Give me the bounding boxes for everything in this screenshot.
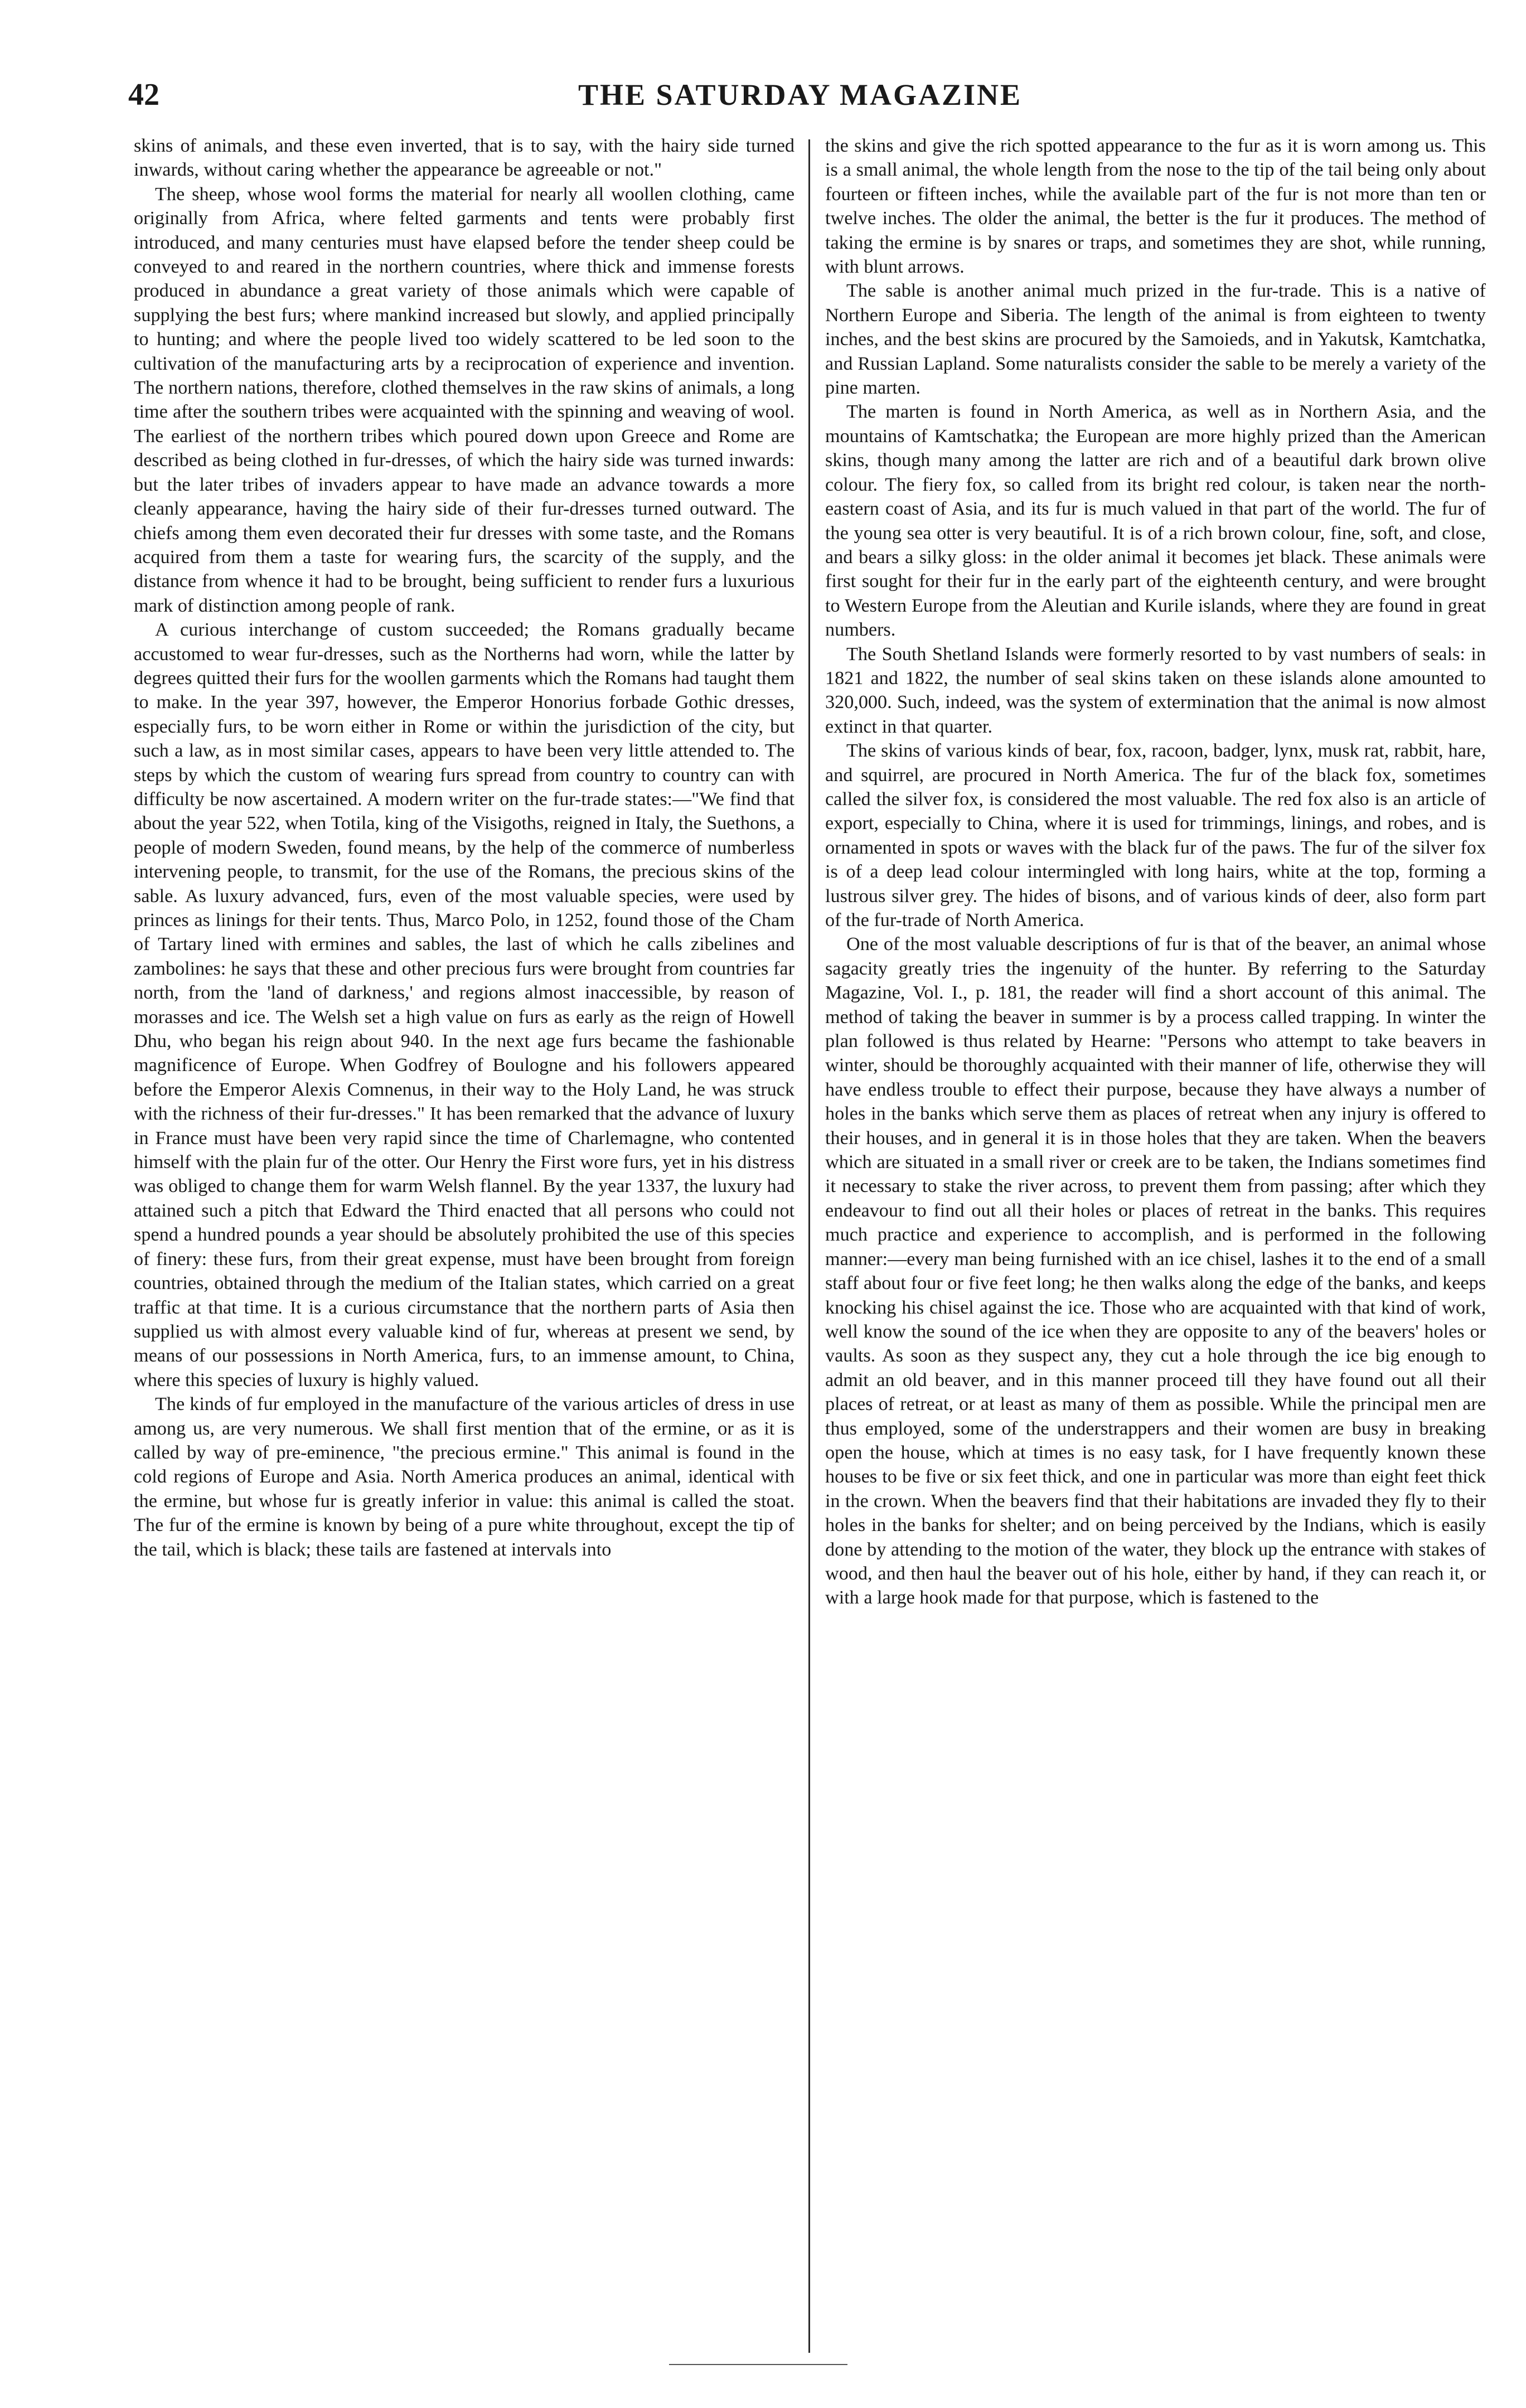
left-column — [134, 134, 795, 2358]
column-divider — [808, 139, 810, 2353]
paragraph: The sable is another animal much prized in the fur-trade. This is a native of Northern Europe and Siberia. The length of the animal is from eighteen to twenty inches, and the best skins are procured by the Samoieds, and in Yakutsk, Kamtchatka, and Russian Lapland. Some naturalists consider the sable to be merely a variety of the pine marten. — [825, 280, 1486, 399]
right-column — [825, 134, 1486, 2358]
running-title: THE SATURDAY MAGAZINE — [578, 78, 1023, 112]
paragraph: The skins of various kinds of bear, fox, racoon, badger, lynx, musk rat, rabbit, hare, and squirrel, are procured in North America. The fur of the black fox, sometimes called the silver fox, is considered the most valuable. The red fox also is an article of export, especially to China, where it is used for trimmings, linings, and robes, and is ornamented in spots or waves with the black fur of the paws. The fur of the silver fox is of a deep lead colour intermingled with long hairs, white at the top, forming a lustrous silver grey. The hides of bisons, and of various kinds of deer, also form part of the fur-trade of North America. — [825, 740, 1486, 931]
paragraph: The marten is found in North America, as well as in Northern Asia, and the mountains of Kamtschatka; the European are more highly prized than the American skins, though many among the latter are rich and of a beautiful dark brown olive colour. The fiery fox, so called from its bright red colour, is taken near the north-eastern coast of Asia, and its fur is much valued in that part of the world. The fur of the young sea otter is very beautiful. It is of a rich brown colour, fine, soft, and close, and bears a silky gloss: in the older animal it becomes jet black. These animals were first sought for their fur in the early part of the eighteenth century, and were brought to Western Europe from the Aleutian and Kurile islands, where they are found in great numbers. — [825, 401, 1486, 641]
paragraph: The sheep, whose wool forms the material for nearly all woollen clothing, came originally from Africa, where felted garments and tents were probably first introduced, and many centuries must have elapsed before the tender sheep could be conveyed to and reared in the northern countries, where thick and immense forests produced in abundance a great variety of those animals which were capable of supplying the best furs; where mankind increased but slowly, and applied principally to hunting; and where the people lived too widely scattered to be led soon to the cultivation of the manufacturing arts by a reciprocation of experience and invention. The northern nations, therefore, clothed themselves in the raw skins of animals, a long time after the southern tribes were acquainted with the spinning and weaving of wool. The earliest of the northern tribes which poured down upon Greece and Rome are described as being clothed in fur-dresses, of which the hairy side was turned inwards: but the later tribes of invaders appear to have made an advance towards a more cleanly appearance, having the hairy side of their fur-dresses turned outward. The chiefs among them even decorated their fur dresses with some taste, and the Romans acquired from them a taste for wearing furs, the scarcity of the supply, and the distance from whence it had to be brought, being sufficient to render furs a luxurious mark of distinction among people of rank. — [134, 183, 795, 616]
paragraph: the skins and give the rich spotted appearance to the fur as it is worn among us. This is a small animal, the whole length from the nose to the tip of the tail being only about fourteen or fifteen inches, while the available part of the fur is not more than ten or twelve inches. The older the animal, the better is the fur it produces. The method of taking the ermine is by snares or traps, and sometimes they are shot, while running, with blunt arrows. — [825, 135, 1486, 278]
paragraph: The South Shetland Islands were formerly resorted to by vast numbers of seals: in 1821 and 1822, the number of seal skins taken on these islands alone amounted to 320,000. Such, indeed, was the system of extermination that the animal is now almost extinct in that quarter. — [825, 643, 1486, 737]
paragraph: A curious interchange of custom succeeded; the Romans gradually became accustomed to wear fur-dresses, such as the Northerns had worn, while the latter by degrees quitted their furs for the woollen garments which the Romans had taught them to make. In the year 397, however, the Emperor Honorius forbade Gothic dresses, especially furs, to be worn either in Rome or within the jurisdiction of the city, but such a law, as in most similar cases, appears to have been very little attended to. The steps by which the custom of wearing furs spread from country to country can with difficulty be now ascertained. A modern writer on the fur-trade states:—"We find that about the year 522, when Totila, king of the Visigoths, reigned in Italy, the Suethons, a people of modern Sweden, found means, by the help of the commerce of numberless intervening people, to transmit, for the use of the Romans, the precious skins of the sable. As luxury advanced, furs, even of the most valuable species, were used by princes as linings for their tents. Thus, Marco Polo, in 1252, found those of the Cham of Tartary lined with ermines and sables, the last of which he calls zibelines and zambolines: he says that these and other precious furs were brought from countries far north, from the 'land of darkness,' and regions almost inaccessible, by reason of morasses and ice. The Welsh set a high value on furs as early as the reign of Howell Dhu, who began his reign about 940. In the next age furs became the fashionable magnificence of Europe. When Godfrey of Boulogne and his followers appeared before the Emperor Alexis Comnenus, in their way to the Holy Land, he was struck with the richness of their fur-dresses." It has been remarked that the advance of luxury in France must have been very rapid since the time of Charlemagne, who contented himself with the plain fur of the otter. Our Henry the First wore furs, yet in his distress was obliged to change them for warm Welsh flannel. By the year 1337, the luxury had attained such a pitch that Edward the Third enacted that all persons who could not spend a hundred pounds a year should be absolutely prohibited the use of this species of finery: these furs, from their great expense, must have been brought from foreign countries, obtained through the medium of the Italian states, which carried on a great traffic at that time. It is a curious circumstance that the northern parts of Asia then supplied us with almost every valuable kind of fur, whereas at present we send, by means of our possessions in North America, furs, to an immense amount, to China, where this species of luxury is highly valued. — [134, 619, 795, 1390]
paragraph: The kinds of fur employed in the manufacture of the various articles of dress in use among us, are very numerous. We shall first mention that of the ermine, or as it is called by way of pre-eminence, "the precious ermine." This animal is found in the cold regions of Europe and Asia. North America produces an animal, identical with the ermine, but whose fur is greatly inferior in value: this animal is called the stoat. The fur of the ermine is known by being of a pure white throughout, except the tip of the tail, which is black; these tails are fastened at intervals into — [134, 1394, 795, 1560]
paragraph: One of the most valuable descriptions of fur is that of the beaver, an animal whose sagacity greatly tries the ingenuity of the hunter. By referring to the Saturday Magazine, Vol. I., p. 181, the reader will find a short account of this animal. The method of taking the beaver in summer is by a process called trapping. In winter the plan followed is thus related by Hearne: "Persons who attempt to take beavers in winter, should be thoroughly acquainted with their manner of life, otherwise they will have endless trouble to effect their purpose, because they have always a number of holes in the banks which serve them as places of retreat when any injury is offered to their houses, and in general it is in those holes that they are taken. When the beavers which are situated in a small river or creek are to be taken, the Indians sometimes find it necessary to stake the river across, to prevent them from passing; after which they endeavour to find out all their holes or places of retreat in the banks. This requires much practice and experience to accomplish, and is performed in the following manner:—every man being furnished with an ice chisel, lashes it to the end of a small staff about four or five feet long; he then walks along the edge of the banks, and keeps knocking his chisel against the ice. Those who are acquainted with that kind of work, well know the sound of the ice when they are opposite to any of the beavers' holes or vaults. As soon as they suspect any, they cut a hole through the ice big enough to admit an old beaver, and in this manner proceed till they have found out all their places of retreat, or at least as many of them as possible. While the principal men are thus employed, some of the understrappers and their women are busy in breaking open the house, which at times is no easy task, for I have frequently known these houses to be five or six feet thick, and one in particular was more than eight feet thick in the crown. When the beavers find that their habitations are invaded they fly to their holes in the banks for shelter; and on being perceived by the Indians, which is easily done by attending to the motion of the water, they block up the entrance with stakes of wood, and then haul the beaver out of his hole, either by hand, if they can reach it, or with a large hook made for that purpose, which is fastened to the — [825, 934, 1486, 1608]
page-header — [128, 72, 1472, 123]
footer-rule — [669, 2364, 847, 2365]
paragraph: skins of animals, and these even inverted, that is to say, with the hairy side turned inwards, without caring whether the appearance be agreeable or not." — [134, 135, 795, 181]
page-number: 42 — [128, 77, 159, 112]
